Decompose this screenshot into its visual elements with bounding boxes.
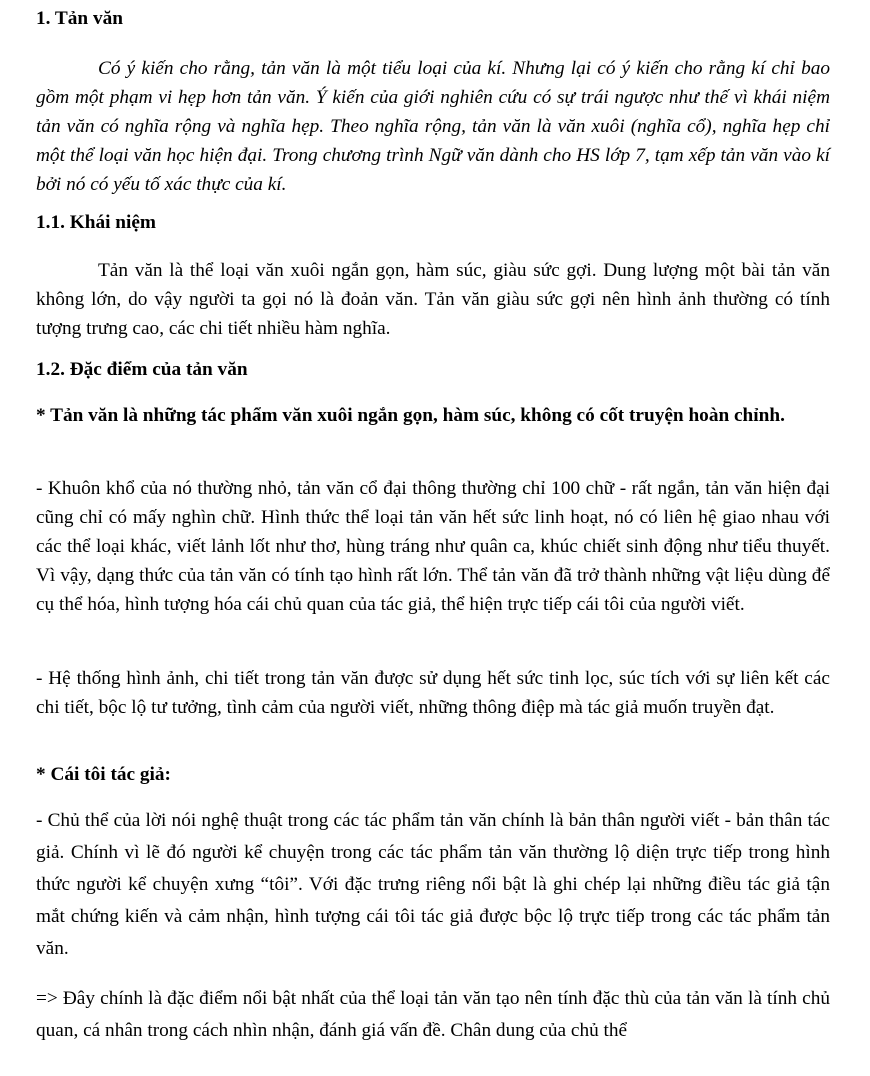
section-1-2-heading: 1.2. Đặc điểm của tản văn: [36, 359, 248, 380]
section-1-heading: 1. Tản văn: [36, 8, 123, 29]
point-2-heading: * Cái tôi tác giả:: [36, 764, 171, 785]
point-1-heading: * Tản văn là những tác phẩm văn xuôi ngắn gọn, hàm súc, không có cốt truyện hoàn chỉnh.: [36, 405, 785, 426]
point-2-paragraph-2: => Đây chính là đặc điểm nổi bật nhất của thể loại tản văn tạo nên tính đặc thù của tản văn là tính chủ quan, cá nhân trong cách nhìn nhận, đánh giá vấn đề. Chân dung của chủ thể: [36, 988, 830, 1041]
point-1-paragraph-2: - Hệ thống hình ảnh, chi tiết trong tản văn được sử dụng hết sức tinh lọc, súc tích với sự liên kết các chi tiết, bộc lộ tư tưởng, tình cảm của người viết, những thông điệp mà tác giả muốn truyền đạt.: [36, 668, 830, 718]
point-1-paragraph-1: - Khuôn khổ của nó thường nhỏ, tản văn cổ đại thông thường chỉ 100 chữ - rất ngắn, tản văn hiện đại cũng chỉ có mấy nghìn chữ. Hình thức thể loại tản văn hết sức linh hoạt, nó có liên hệ giao nhau với các thể loại khác, viết lảnh lốt như thơ, hùng tráng như quân ca, khúc chiết sinh động như tiểu thuyết. Vì vậy, dạng thức của tản văn có tính tạo hình rất lớn. Thể tản văn đã trở thành những vật liệu dùng để cụ thể hóa, hình tượng hóa cái chủ quan của tác giả, thể hiện trực tiếp cái tôi của người viết.: [36, 478, 830, 615]
point-2-paragraph-1: - Chủ thể của lời nói nghệ thuật trong các tác phẩm tản văn chính là bản thân người viết - bản thân tác giả. Chính vì lẽ đó người kể chuyện trong các tác phẩm tản văn thường lộ diện trực tiếp trong hình thức người kể chuyện xưng “tôi”. Với đặc trưng riêng nổi bật là ghi chép lại những điều tác giả tận mắt chứng kiến và cảm nhận, hình tượng cái tôi tác giả được bộc lộ trực tiếp trong các tác phẩm tản văn.: [36, 810, 830, 959]
section-1-1-body: Tản văn là thể loại văn xuôi ngắn gọn, hàm súc, giàu sức gợi. Dung lượng một bài tản văn không lớn, do vậy người ta gọi nó là đoản văn. Tản văn giàu sức gợi nên hình ảnh thường có tính tượng trưng cao, các chi tiết nhiều hàm nghĩa.: [36, 260, 830, 339]
section-1-1-heading: 1.1. Khái niệm: [36, 212, 156, 233]
section-1-intro: Có ý kiến cho rằng, tản văn là một tiểu loại của kí. Nhưng lại có ý kiến cho rằng kí chỉ bao gồm một phạm vi hẹp hơn tản văn. Ý kiến của giới nghiên cứu có sự trái ngược như thế vì khái niệm tản văn có nghĩa rộng và nghĩa hẹp. Theo nghĩa rộng, tản văn là văn xuôi (nghĩa cổ), nghĩa hẹp chỉ một thể loại văn học hiện đại. Trong chương trình Ngữ văn dành cho HS lớp 7, tạm xếp tản văn vào kí bởi nó có yếu tố xác thực của kí.: [36, 58, 830, 195]
